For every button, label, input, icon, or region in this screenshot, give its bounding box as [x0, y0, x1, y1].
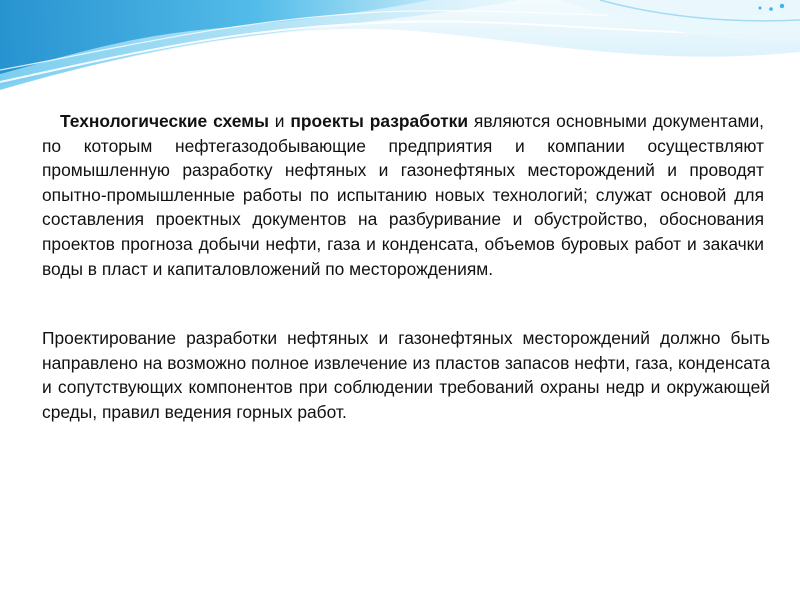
paragraph-technological-schemes: [42, 109, 764, 281]
paragraph-design-of-development: Проектирование разработки нефтяных и газонефтяных месторождений должно быть направлено на возможно полное извлечение из пластов запасов нефти, газа, конденсата и сопутствующих компонентов при соблюдении требований охраны недр и окружающей среды, правил ведения горных работ.: [42, 328, 770, 422]
bold-term-development-projects: проекты разработки: [290, 111, 469, 131]
bold-term-tech-schemes: Технологические схемы: [60, 111, 269, 131]
header-wave-decoration: [0, 0, 800, 100]
paragraph-body-text: являются основными документами, по которым нефтегазодобывающие предприятия и компании осуществляют промышленную разработку нефтяных и газонефтяных месторождений и проводят опытно-промышленные работы по испытанию новых технологий; служат основой для составления проектных документов на разбуривание и обустройство, обоснования проектов прогноза добычи нефти, газа и конденсата, объемов буровых работ и закачки воды в пласт и капиталовложений по месторождениям.: [42, 111, 764, 279]
paragraph-joiner: и: [268, 111, 291, 131]
